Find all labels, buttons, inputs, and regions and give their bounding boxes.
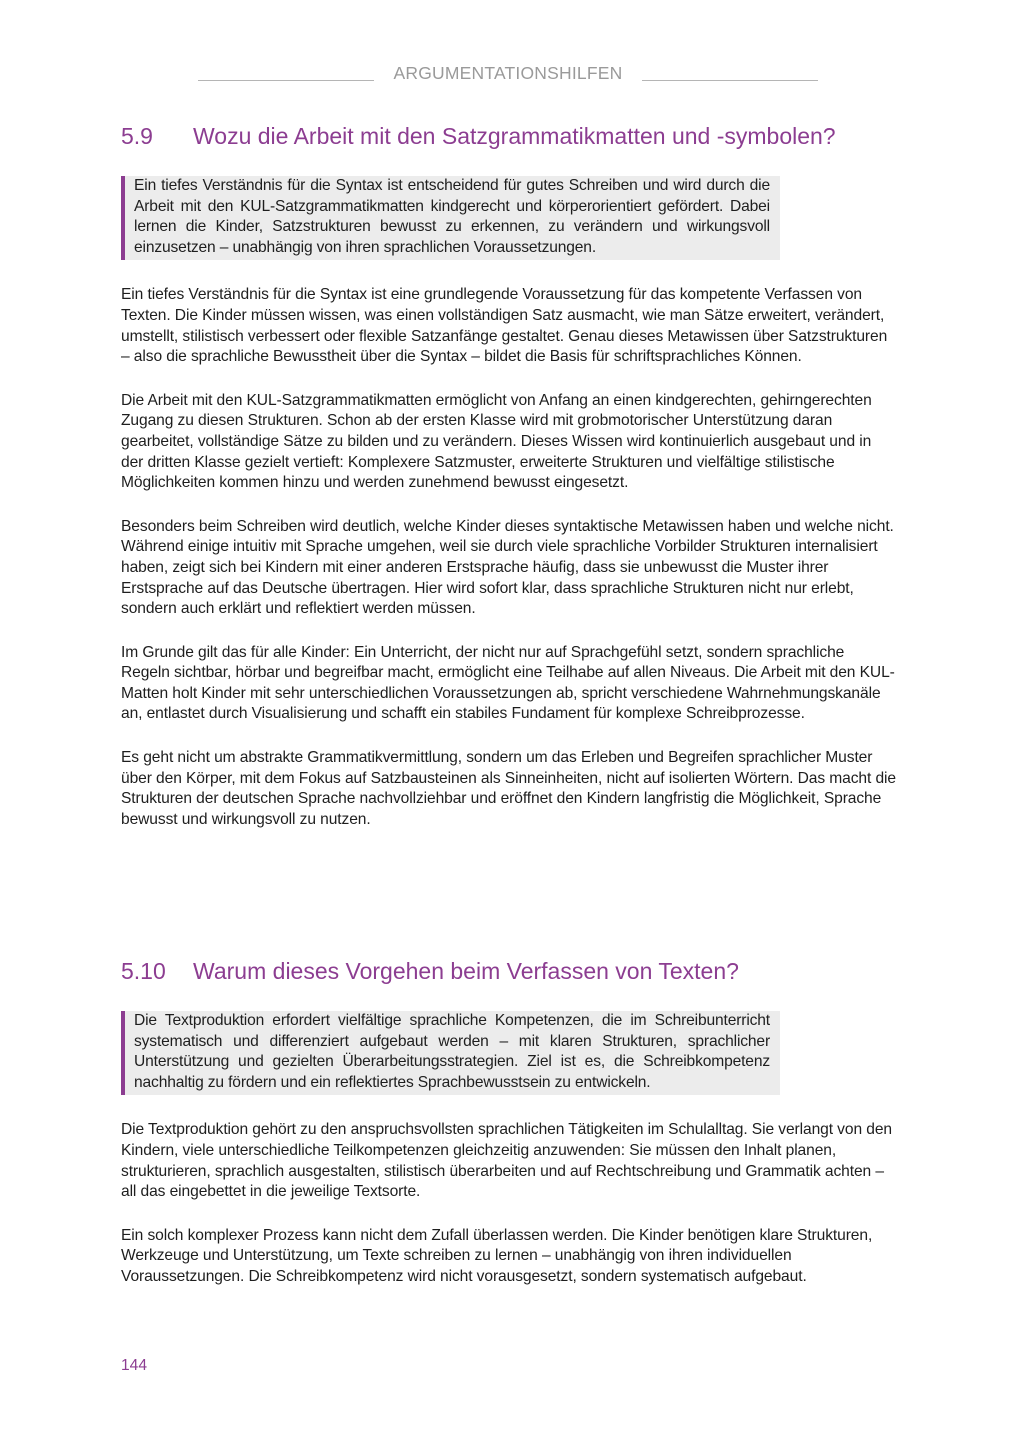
paragraph: Im Grunde gilt das für alle Kinder: Ein Unterricht, der nicht nur auf Sprachgefühl setzt, sondern sprachliche Regeln sichtbar, hörbar und begreifbar macht, ermöglicht eine Teilhabe auf allen Niveaus. Die Arbeit mit den KUL-Matten holt Kinder mit sehr unterschiedlichen Voraussetzungen ab, spricht verschiedene Wahrnehmungskanäle an, entlastet durch Visualisierung und schafft ein stabiles Fundament für komplexe Schreibprozesse. [121, 643, 895, 723]
running-header [198, 60, 818, 86]
paragraph: Ein tiefes Verständnis für die Syntax ist eine grundlegende Voraussetzung für das kompetente Verfassen von Texten. Die Kinder müssen wissen, was einen vollständigen Satz ausmacht, wie man Sätze erweitert, verändert, umstellt, stilistisch verbessert oder flexible Satzanfänge gestaltet. Genau dieses Metawissen über Satzstrukturen – also die sprachliche Bewusstheit über die Syntax – bildet die Basis für schriftsprachliches Können. [121, 286, 888, 366]
summary-callout: Ein tiefes Verständnis für die Syntax ist entscheidend für gutes Schreiben und wird durch die Arbeit mit den KUL-Satzgrammatikmatten kindgerecht und körperorientiert gefördert. Dabei lernen die Kinder, Satzstrukturen bewusst zu erkennen, zu verändern und wirkungsvoll einzusetzen – unabhängig von ihren sprachlichen Voraussetzungen. [121, 176, 780, 260]
summary-callout: Die Textproduktion erfordert vielfältige sprachliche Kompetenzen, die im Schreibunterricht systematisch und differenziert aufgebaut werden – mit klaren Strukturen, sprachlicher Unterstützung und gezielten Überarbeitungsstrategien. Ziel ist es, die Schreibkompetenz nachhaltig zu fördern und ein reflektiertes Sprachbewusstsein zu entwickeln. [121, 1011, 780, 1095]
paragraph: Es geht nicht um abstrakte Grammatikvermittlung, sondern um das Erleben und Begreifen sprachlicher Muster über den Körper, mit dem Fokus auf Satzbausteinen als Sinneinheiten, nicht auf isolierten Wörtern. Das macht die Strukturen der deutschen Sprache nachvollziehbar und eröffnet den Kindern langfristig die Möglichkeit, Sprache bewusst und wirkungsvoll zu nutzen. [121, 749, 896, 828]
section-number: 5.10 [121, 958, 166, 984]
running-header-title: ARGUMENTATIONSHILFEN [393, 62, 623, 83]
section-heading [121, 956, 897, 986]
section-number: 5.9 [121, 123, 153, 149]
header-rule-right [642, 80, 818, 81]
section-5-9 [121, 121, 897, 830]
paragraph: Besonders beim Schreiben wird deutlich, welche Kinder dieses syntaktische Metawissen haben und welche nicht. Während einige intuitiv mit Sprache umgehen, weil sie durch viele sprachliche Vorbilder Strukturen internalisiert haben, zeigt sich bei Kindern mit einer anderen Erstsprache häufig, dass sie unbewusst die Muster ihrer Erstsprache auf das Deutsche übertragen. Hier wird sofort klar, dass sprachliche Strukturen nicht nur erlebt, sondern auch erklärt und reflektiert werden müssen. [121, 517, 894, 618]
header-rule-left [198, 80, 374, 81]
section-body [121, 1120, 897, 1287]
paragraph: Die Arbeit mit den KUL-Satzgrammatikmatten ermöglicht von Anfang an einen kindgerechten, gehirngerechten Zugang zu diesen Strukturen. Schon ab der ersten Klasse wird mit grobmotorischer Unterstützung daran gearbeitet, vollständige Sätze zu bilden und zu verändern. Dieses Wissen wird kontinuierlich ausgebaut und in der dritten Klasse gezielt vertieft: Komplexere Satzmuster, erweiterte Strukturen und vielfältige stilistische Möglichkeiten kommen hinzu und werden zunehmend bewusst eingesetzt. [121, 391, 872, 492]
page-number: 144 [121, 1357, 148, 1374]
section-body [121, 285, 897, 830]
section-5-10 [121, 956, 897, 1288]
section-heading [121, 121, 897, 151]
paragraph: Ein solch komplexer Prozess kann nicht dem Zufall überlassen werden. Die Kinder benötigen klare Strukturen, Werkzeuge und Unterstützung, um Texte schreiben zu lernen – unabhängig von ihren individuellen Voraussetzungen. Die Schreibkompetenz wird nicht vorausgesetzt, sondern systematisch aufgebaut. [121, 1226, 873, 1285]
section-title: Warum dieses Vorgehen beim Verfassen von Texten? [193, 958, 739, 984]
paragraph: Die Textproduktion gehört zu den anspruchsvollsten sprachlichen Tätigkeiten im Schulalltag. Sie verlangt von den Kindern, viele unterschiedliche Teilkompetenzen gleichzeitig anzuwenden: Sie müssen den Inhalt planen, strukturieren, sprachlich ausgestalten, stilistisch überarbeiten und auf Rechtschreibung und Grammatik achten – all das eingebettet in die jeweilige Textsorte. [121, 1121, 892, 1201]
section-title: Wozu die Arbeit mit den Satzgrammatikmatten und -symbolen? [193, 123, 836, 149]
